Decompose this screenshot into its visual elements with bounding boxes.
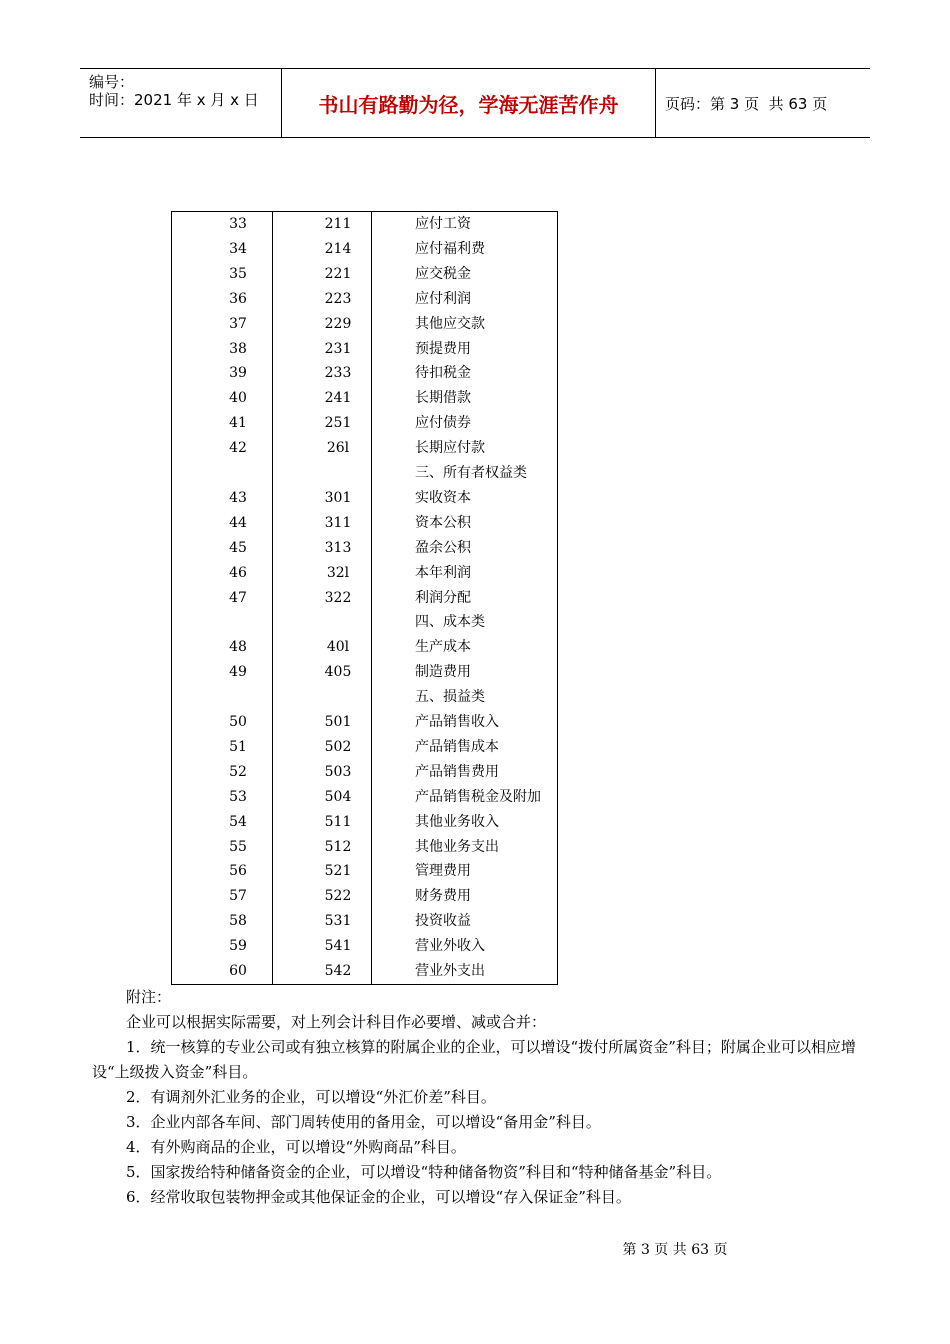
row-number-cell: 58	[229, 913, 247, 930]
table-row	[171, 610, 558, 635]
row-number-cell: 55	[229, 838, 247, 855]
table-row	[171, 635, 558, 660]
account-name-cell: 其他业务支出	[415, 838, 499, 855]
document-date: 时间：2021 年 x 月 x 日	[89, 91, 259, 109]
header-meta	[80, 69, 282, 137]
table-row	[171, 287, 558, 312]
table-row	[171, 436, 558, 461]
notes-intro: 企业可以根据实际需要，对上列会计科目作必要增、减或合并：	[126, 1013, 547, 1031]
row-number-cell: 48	[229, 639, 247, 656]
table-row	[171, 461, 558, 486]
account-name-cell: 产品销售成本	[415, 738, 499, 755]
row-number-cell: 34	[229, 240, 247, 257]
notes-section	[92, 985, 872, 1210]
account-code-cell: 512	[324, 838, 352, 855]
table-row	[171, 511, 558, 536]
table-row	[171, 735, 558, 760]
account-name-cell: 五、损益类	[415, 689, 485, 706]
account-code-cell: 311	[324, 514, 352, 531]
account-code-cell: 26l	[326, 440, 350, 457]
account-name-cell: 营业外支出	[415, 963, 485, 979]
note-item: 6．经常收取包装物押金或其他保证金的企业，可以增设“存入保证金”科目。	[126, 1188, 631, 1206]
account-code-cell: 503	[324, 763, 352, 780]
account-code-cell: 241	[324, 390, 352, 407]
account-name-cell: 产品销售费用	[415, 763, 499, 780]
account-code-cell: 531	[324, 913, 352, 930]
table-row	[171, 411, 558, 436]
table-row	[171, 685, 558, 710]
row-number-cell: 41	[229, 415, 247, 432]
account-name-cell: 管理费用	[415, 863, 471, 880]
account-name-cell: 预提费用	[415, 340, 471, 357]
row-number-cell: 57	[229, 888, 247, 905]
account-name-cell: 实收资本	[415, 489, 471, 506]
table-row	[171, 386, 558, 411]
account-name-cell: 资本公积	[415, 514, 471, 531]
table-row	[171, 660, 558, 685]
account-name-cell: 财务费用	[415, 888, 471, 905]
table-row	[171, 237, 558, 262]
row-number-cell: 36	[229, 290, 247, 307]
account-code-cell: 233	[324, 365, 352, 382]
page-header	[80, 68, 870, 138]
account-name-cell: 长期应付款	[415, 440, 485, 457]
account-name-cell: 四、成本类	[415, 614, 485, 631]
table-row	[171, 361, 558, 386]
row-number-cell: 42	[229, 440, 247, 457]
row-number-cell: 51	[229, 738, 247, 755]
account-code-cell: 313	[324, 539, 352, 556]
row-number-cell: 33	[229, 216, 247, 232]
table-row	[171, 859, 558, 884]
row-number-cell: 52	[229, 763, 247, 780]
table-row	[171, 561, 558, 586]
table-row	[171, 536, 558, 561]
row-number-cell: 45	[229, 539, 247, 556]
note-item: 2．有调剂外汇业务的企业，可以增设“外汇价差”科目。	[126, 1088, 496, 1106]
account-name-cell: 产品销售收入	[415, 714, 499, 730]
account-name-cell: 生产成本	[415, 639, 471, 656]
account-code-cell: 211	[324, 216, 352, 232]
row-number-cell: 35	[229, 265, 247, 282]
row-number-cell: 40	[229, 390, 247, 407]
note-item: 5．国家拨给特种储备资金的企业，可以增设“特种储备物资”科目和“特种储备基金”科目。	[126, 1163, 722, 1181]
table-row	[171, 262, 558, 287]
table-row	[171, 486, 558, 511]
account-name-cell: 盈余公积	[415, 539, 471, 556]
account-code-cell: 223	[324, 290, 352, 307]
row-number-cell: 53	[229, 788, 247, 805]
account-name-cell: 利润分配	[415, 589, 471, 606]
table-row	[171, 959, 558, 984]
table-row	[171, 312, 558, 337]
account-name-cell: 其他应交款	[415, 315, 485, 332]
table-row	[171, 586, 558, 611]
row-number-cell: 38	[229, 340, 247, 357]
table-row	[171, 760, 558, 785]
row-number-cell: 44	[229, 514, 247, 531]
account-code-cell: 229	[324, 315, 352, 332]
account-code-cell: 541	[324, 938, 352, 955]
row-number-cell: 60	[229, 963, 247, 979]
row-number-cell: 56	[229, 863, 247, 880]
account-code-cell: 502	[324, 738, 352, 755]
table-row	[171, 785, 558, 810]
account-code-cell: 522	[324, 888, 352, 905]
header-motto: 书山有路勤为径，学海无涯苦作舟	[282, 69, 656, 137]
footer-page-number: 第 3 页 共 63 页	[622, 1242, 728, 1258]
row-number-cell: 37	[229, 315, 247, 332]
account-name-cell: 制造费用	[415, 664, 471, 681]
table-row	[171, 710, 558, 735]
note-item: 3．企业内部各车间、部门周转使用的备用金，可以增设“备用金”科目。	[126, 1113, 601, 1131]
account-code-cell: 405	[324, 664, 352, 681]
account-code-cell: 40l	[326, 639, 350, 656]
table-row	[171, 212, 558, 237]
accounts-table	[171, 211, 558, 985]
row-number-cell: 46	[229, 564, 247, 581]
account-code-cell: 501	[324, 714, 352, 730]
account-name-cell: 应付债券	[415, 415, 471, 432]
page-footer	[0, 1239, 950, 1259]
row-number-cell: 54	[229, 813, 247, 830]
row-number-cell: 39	[229, 365, 247, 382]
account-name-cell: 长期借款	[415, 390, 471, 407]
table-row	[171, 337, 558, 362]
account-code-cell: 301	[324, 489, 352, 506]
account-name-cell: 待扣税金	[415, 365, 471, 382]
header-page-info: 页码：第 3 页 共 63 页	[665, 94, 828, 113]
table-row	[171, 810, 558, 835]
table-row	[171, 884, 558, 909]
account-name-cell: 营业外收入	[415, 938, 485, 955]
row-number-cell: 47	[229, 589, 247, 606]
account-name-cell: 产品销售税金及附加	[415, 788, 541, 805]
account-code-cell: 322	[324, 589, 352, 606]
notes-title: 附注：	[126, 988, 172, 1006]
account-name-cell: 应付利润	[415, 290, 471, 307]
table-row	[171, 934, 558, 959]
note-item: 1．统一核算的专业公司或有独立核算的附属企业的企业，可以增设“拨付所属资金”科目；附属企业可以相应增设“上级拨入资金”科目。	[92, 1038, 856, 1081]
account-code-cell: 32l	[326, 564, 350, 581]
account-code-cell: 221	[324, 265, 352, 282]
account-code-cell: 521	[324, 863, 352, 880]
account-name-cell: 本年利润	[415, 564, 471, 581]
account-name-cell: 应付工资	[415, 216, 471, 232]
table-row	[171, 835, 558, 860]
account-code-cell: 251	[324, 415, 352, 432]
account-name-cell: 投资收益	[415, 913, 471, 930]
row-number-cell: 43	[229, 489, 247, 506]
account-code-cell: 214	[324, 240, 352, 257]
account-name-cell: 其他业务收入	[415, 813, 499, 830]
row-number-cell: 59	[229, 938, 247, 955]
account-code-cell: 504	[324, 788, 352, 805]
table-row	[171, 909, 558, 934]
account-code-cell: 231	[324, 340, 352, 357]
document-number-label: 编号：	[89, 73, 135, 91]
account-code-cell: 511	[324, 813, 352, 830]
row-number-cell: 50	[229, 714, 247, 730]
account-name-cell: 三、所有者权益类	[415, 465, 527, 481]
account-code-cell: 542	[324, 963, 352, 979]
account-name-cell: 应交税金	[415, 265, 471, 282]
row-number-cell: 49	[229, 664, 247, 681]
account-name-cell: 应付福利费	[415, 240, 485, 257]
note-item: 4．有外购商品的企业，可以增设“外购商品”科目。	[126, 1138, 466, 1156]
